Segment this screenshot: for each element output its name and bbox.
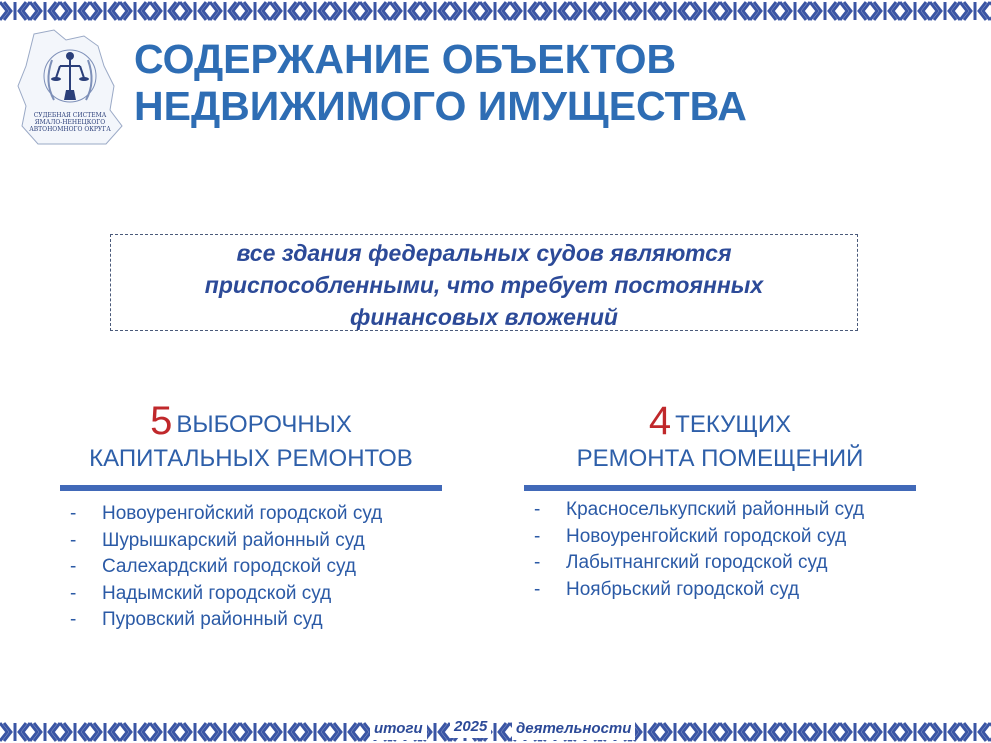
emblem-caption-line: ЯМАЛО-НЕНЕЦКОГО xyxy=(34,119,106,126)
court-name: Надымский городской суд xyxy=(102,582,332,604)
notice-box xyxy=(110,234,858,331)
bullet-dash: - xyxy=(534,525,541,547)
section-heading-line1: ТЕКУЩИХ xyxy=(675,411,792,438)
list-item xyxy=(524,524,916,551)
current-repairs-section xyxy=(524,399,916,603)
court-name: Салехардский городской суд xyxy=(102,556,356,577)
court-name: Ноябрьский городской суд xyxy=(566,578,800,600)
court-list xyxy=(524,497,916,603)
bullet-dash: - xyxy=(70,529,77,551)
list-item xyxy=(60,528,442,555)
bullet-dash: - xyxy=(534,499,541,520)
footer-word-activity: деятельности xyxy=(512,718,635,740)
court-name: Новоуренгойский городской суд xyxy=(566,525,847,547)
bullet-dash: - xyxy=(70,503,77,524)
bullet-dash: - xyxy=(70,582,77,604)
court-name: Шурышкарский районный суд xyxy=(102,529,365,551)
section-heading-line1: ВЫБОРОЧНЫХ xyxy=(176,411,352,438)
list-item xyxy=(524,577,916,604)
emblem-caption-line: СУДЕБНАЯ СИСТЕМА xyxy=(33,112,107,119)
list-item xyxy=(60,501,442,528)
section-heading-line2: КАПИТАЛЬНЫХ РЕМОНТОВ xyxy=(89,445,413,472)
court-name: Новоуренгойский городской суд xyxy=(102,503,383,524)
list-item xyxy=(60,581,442,608)
section-heading-line2: РЕМОНТА ПОМЕЩЕНИЙ xyxy=(576,445,864,472)
footer-year: 2025 xyxy=(450,716,491,738)
slide-title-line: НЕДВИЖИМОГО ИМУЩЕСТВА xyxy=(134,83,747,129)
section-divider xyxy=(60,485,442,491)
court-name: Красноселькупский районный суд xyxy=(566,499,865,520)
slide-title xyxy=(134,36,747,130)
section-divider xyxy=(524,485,916,491)
notice-line: финансовых вложений xyxy=(350,304,618,330)
capital-repairs-count: 5 xyxy=(150,399,173,443)
capital-repairs-section xyxy=(60,399,442,634)
court-name: Пуровский районный суд xyxy=(102,609,323,630)
notice-line: все здания федеральных судов являются xyxy=(236,240,732,266)
court-name: Лабытнангский городской суд xyxy=(566,552,828,573)
court-list xyxy=(60,501,442,634)
current-repairs-count: 4 xyxy=(648,399,672,443)
slide-title-line: СОДЕРЖАНИЕ ОБЪЕКТОВ xyxy=(134,36,677,82)
bullet-dash: - xyxy=(70,556,77,577)
list-item xyxy=(524,497,916,524)
bullet-dash: - xyxy=(534,578,541,600)
section-heading xyxy=(524,399,916,443)
bottom-ornament xyxy=(0,721,991,743)
emblem-caption-line: АВТОНОМНОГО ОКРУГА xyxy=(29,126,111,133)
list-item xyxy=(524,550,916,577)
list-item xyxy=(60,554,442,581)
bullet-dash: - xyxy=(534,552,541,573)
footer-word-results: итоги xyxy=(370,718,427,740)
emblem-caption xyxy=(24,112,116,133)
notice-line: приспособленными, что требует постоянных xyxy=(204,272,764,298)
top-ornament xyxy=(0,0,991,22)
bullet-dash: - xyxy=(70,609,77,630)
list-item xyxy=(60,607,442,634)
section-heading xyxy=(60,399,442,443)
